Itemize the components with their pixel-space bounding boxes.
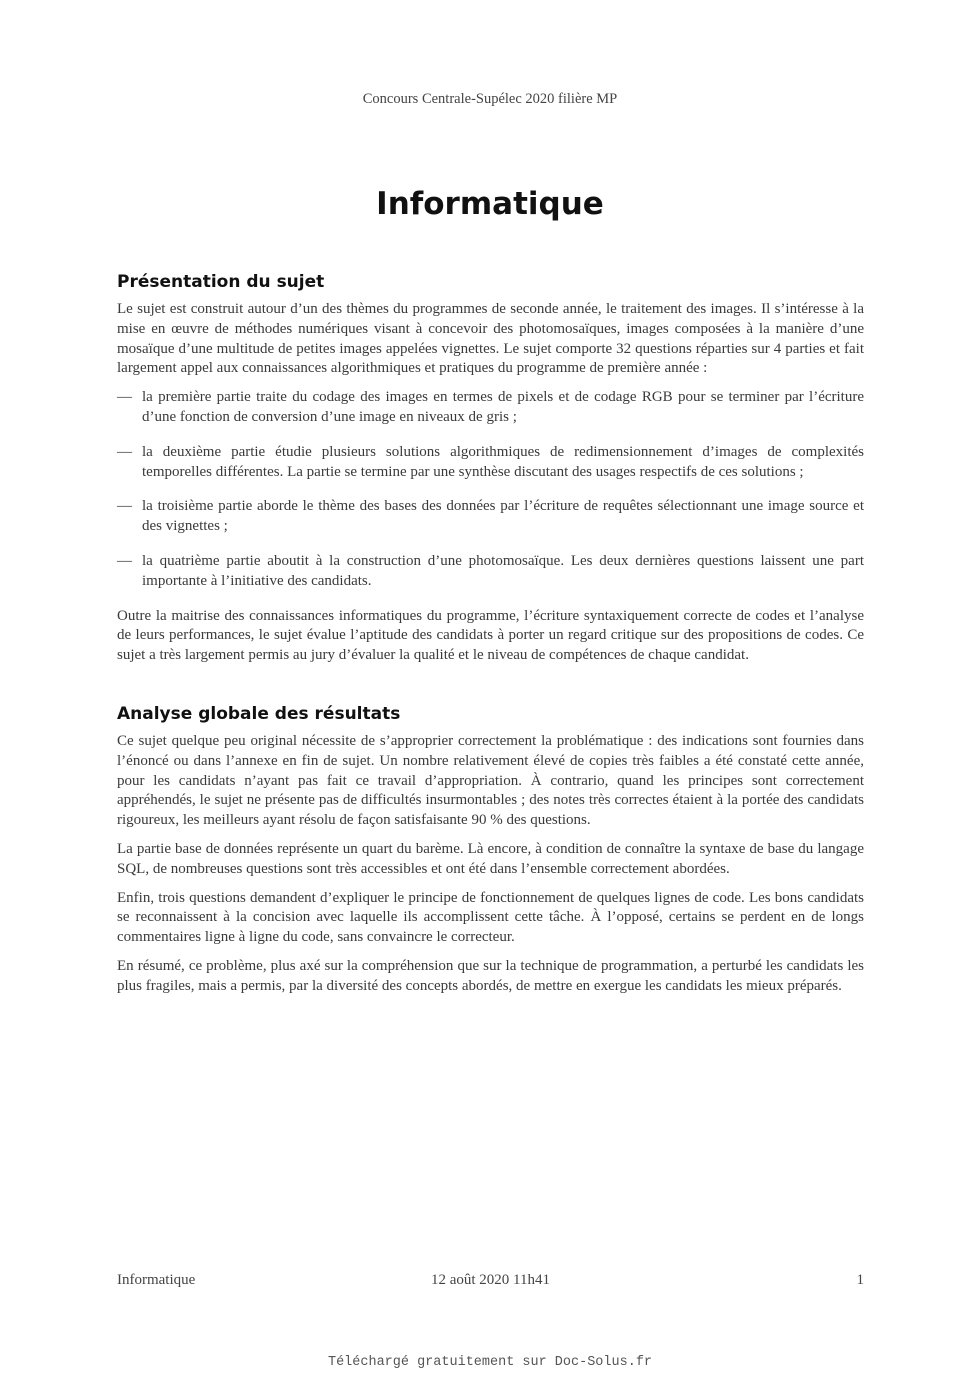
footer-subject: Informatique [117, 1272, 196, 1288]
list-item-text: la première partie traite du codage des images en termes de pixels et de codage RGB pour se terminer par l’écriture d’une fonction de conversion d’une image en niveaux de gris ; [142, 389, 864, 425]
analysis-paragraph: En résumé, ce problème, plus axé sur la compréhension que sur la technique de programmation, a perturbé les candidats les plus fragiles, mais a permis, par la diversité des concepts abordés, de mettre en exergue les candidats les mieux préparés. [117, 957, 864, 994]
intro-paragraph: Le sujet est construit autour d’un des thèmes du programmes de seconde année, le traitement des images. Il s’intéresse à la mise en œuvre de méthodes numériques visant à concevoir des photomosaïques, images composées à la manière d’une mosaïque d’une multitude de petites images appelées vignettes. Le sujet comporte 32 questions réparties sur 4 parties et fait largement appel aux connaissances algorithmiques et pratiques du programme de première année : [117, 301, 864, 377]
analysis-paragraph: Enfin, trois questions demandent d’expliquer le principe de fonctionnement de quelques lignes de code. Les bons candidats se reconnaissent à la concision avec laquelle ils accomplissent cette tâche. À l’opposé, certains se perdent en de longs commentaires ligne à ligne du code, sans convaincre le correcteur. [117, 889, 864, 946]
list-item-text: la quatrième partie aboutit à la construction d’une photomosaïque. Les deux dernières questions laissent une part importante à l’initiative des candidats. [142, 552, 864, 589]
list-item [117, 497, 864, 537]
section-heading-analysis: Analyse globale des résultats [117, 703, 401, 724]
list-item [117, 388, 864, 428]
page-number: 1 [856, 1272, 864, 1288]
bullet-dash: — [117, 498, 132, 515]
conclusion-paragraph: Outre la maitrise des connaissances informatiques du programme, l’écriture syntaxiquement correcte de codes et l’analyse de leurs performances, le sujet évalue l’aptitude des candidats à porter un regard critique sur des propositions de codes. Ce sujet a très largement permis au jury d’évaluer la qualité et le niveau de compétences de chaque candidat. [117, 607, 864, 664]
footer-date: 12 août 2020 11h41 [430, 1272, 551, 1288]
page-title: Informatique [376, 186, 604, 222]
analysis-paragraph: La partie base de données représente un quart du barème. Là encore, à condition de connaître la syntaxe de base du langage SQL, de nombreuses questions sont très accessibles et ont été dans l’ensemble correctement abordées. [117, 840, 864, 877]
download-watermark: Téléchargé gratuitement sur Doc-Solus.fr [327, 1355, 653, 1370]
section-presentation [117, 270, 864, 666]
section-heading-presentation: Présentation du sujet [117, 272, 325, 292]
list-item [117, 552, 864, 592]
bullet-dash: — [117, 552, 132, 569]
section-analysis [117, 702, 864, 997]
parts-list [117, 388, 864, 591]
page-footer [117, 1272, 864, 1292]
list-item [117, 443, 864, 483]
list-item-text: la troisième partie aborde le thème des bases des données par l’écriture de requêtes sélectionnant une image source et des vignettes ; [142, 498, 864, 535]
bullet-dash: — [117, 389, 132, 406]
report-body [117, 270, 864, 1006]
running-header: Concours Centrale-Supélec 2020 filière MP [362, 91, 618, 107]
analysis-paragraph: Ce sujet quelque peu original nécessite de s’approprier correctement la problématique : des indications sont fournies dans l’énoncé ou dans l’annexe en fin de sujet. Un nombre relativement élevé de copies très faibles a été constaté cette année, pour les candidats n’ayant pas fait ce travail d’appropriation. À contrario, quand les principes sont correctement appréhendés, le sujet ne présente pas de difficultés insurmontables ; des notes très correctes étaient à la portée des candidats rigoureux, les meilleurs ayant résolu de façon satisfaisante 90 % des questions. [117, 732, 864, 829]
bullet-dash: — [117, 443, 132, 460]
list-item-text: la deuxième partie étudie plusieurs solutions algorithmiques de redimensionnement d’images de complexités temporelles différentes. La partie se termine par une synthèse discutant des usages respectifs de ces solutions ; [142, 443, 864, 480]
